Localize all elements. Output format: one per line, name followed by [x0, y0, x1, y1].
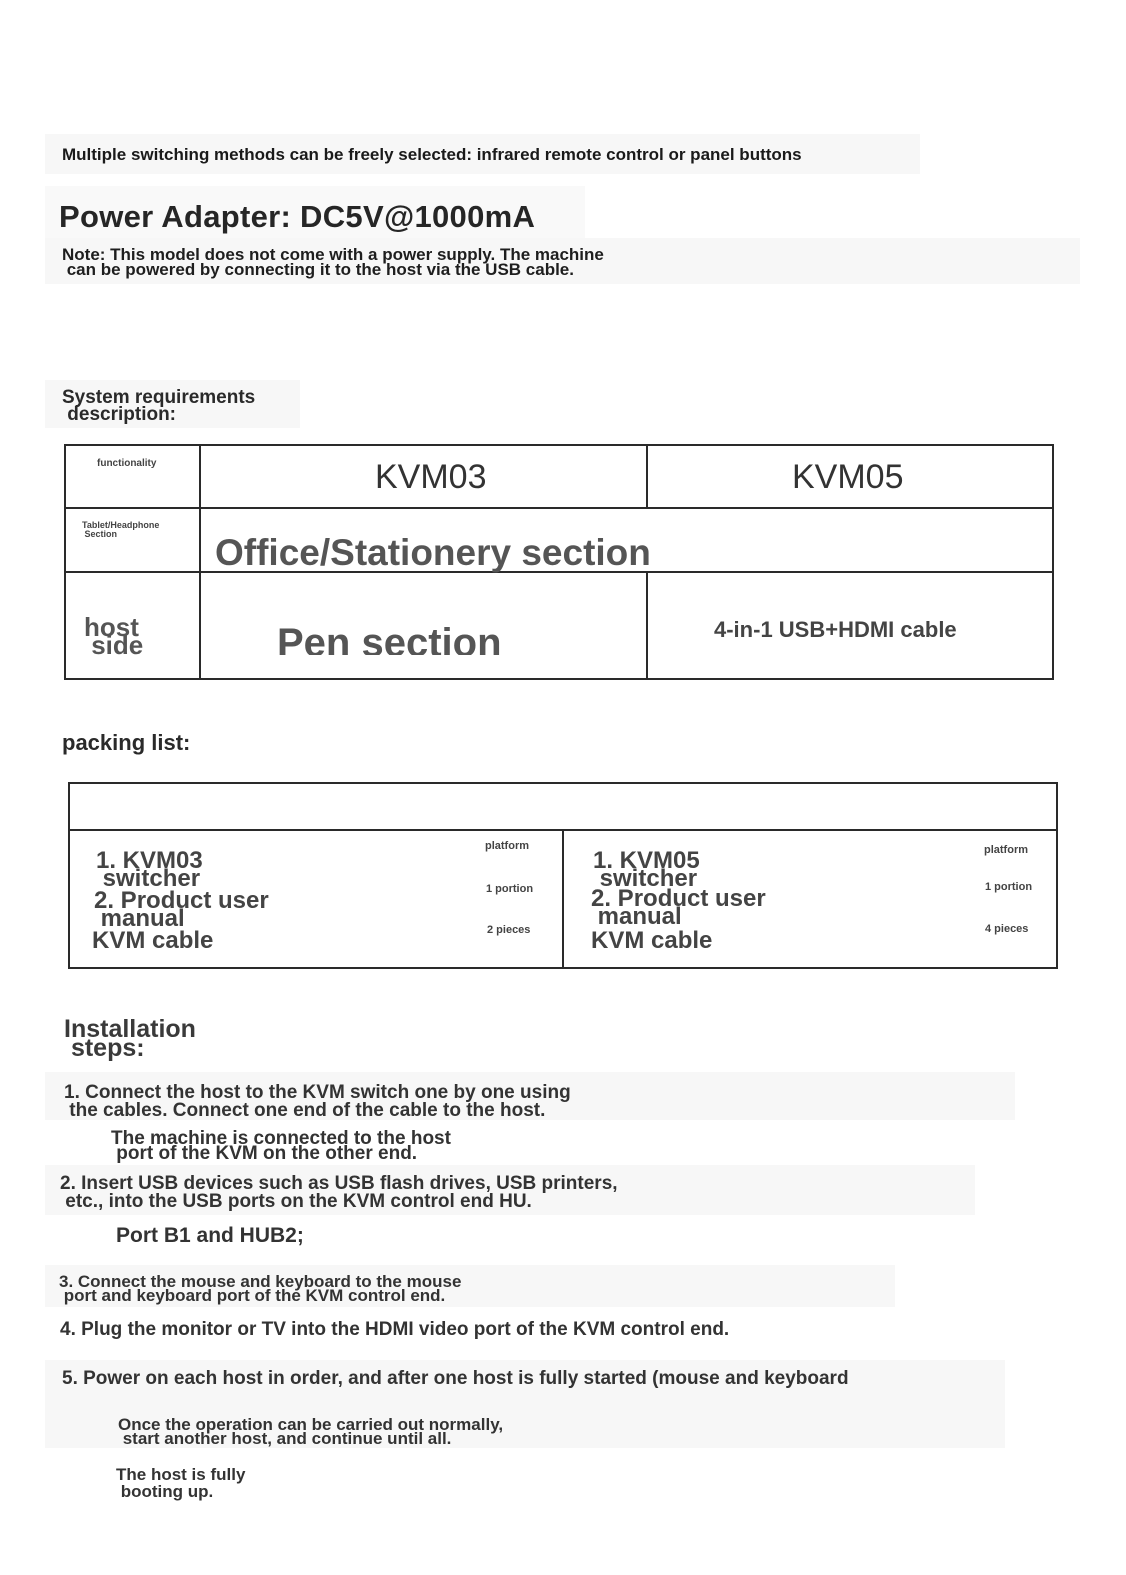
- packing-item-manual: 2. Product user manual: [591, 885, 766, 930]
- packing-item-kvm05-switcher: 1. KVM05 switcher: [593, 847, 700, 892]
- installation-step-5: 5. Power on each host in order, and after one host is fully started (mouse and keyboard: [62, 1368, 849, 1389]
- installation-step-4: 4. Plug the monitor or TV into the HDMI video port of the KVM control end.: [60, 1319, 730, 1340]
- system-requirements-heading: System requirements description:: [62, 387, 256, 425]
- packing-qty: 1 portion: [985, 881, 1033, 893]
- installation-step-3: 3. Connect the mouse and keyboard to the mouse port and keyboard port of the KVM control end.: [59, 1272, 462, 1305]
- switching-methods-text: Multiple switching methods can be freely selected: infrared remote control or panel buttons: [62, 145, 802, 164]
- installation-step-2-continued: Port B1 and HUB2;: [116, 1224, 304, 1247]
- cell-kvm05-header: KVM05: [792, 458, 904, 496]
- packing-item-kvm-cable: KVM cable: [92, 927, 214, 954]
- cell-host-side: host side: [84, 612, 144, 660]
- cell-functionality: functionality: [97, 458, 157, 469]
- packing-item-manual: 2. Product user manual: [94, 887, 269, 932]
- packing-list-heading: packing list:: [62, 730, 191, 755]
- cell-office-section: Office/Stationery section: [215, 532, 651, 573]
- packing-qty: 1 portion: [486, 883, 534, 895]
- installation-step-5-continued: Once the operation can be carried out normally, start another host, and continue until all.: [118, 1415, 504, 1448]
- cell-kvm03-header: KVM03: [375, 458, 487, 496]
- packing-qty: 4 pieces: [985, 923, 1029, 935]
- packing-platform-label: platform: [984, 844, 1028, 856]
- packing-item-kvm-cable: KVM cable: [591, 927, 713, 954]
- installation-step-1: 1. Connect the host to the KVM switch one by one using the cables. Connect one end of the cable to the host.: [64, 1082, 571, 1121]
- power-adapter-title: Power Adapter: DC5V@1000mA: [59, 199, 536, 234]
- installation-step-5-end: The host is fully booting up.: [116, 1465, 246, 1501]
- installation-step-2: 2. Insert USB devices such as USB flash drives, USB printers, etc., into the USB ports on the KVM control end HU.: [60, 1173, 618, 1212]
- cell-tablet-headphone: Tablet/Headphone Section: [82, 520, 160, 539]
- cell-pen-section: Pen section: [277, 621, 502, 655]
- packing-qty: 2 pieces: [487, 924, 531, 936]
- installation-step-1-continued: The machine is connected to the host port of the KVM on the other end.: [111, 1128, 451, 1164]
- installation-heading: Installation steps:: [64, 1015, 196, 1062]
- power-note: Note: This model does not come with a power supply. The machine can be powered by connecting it to the host via the USB cable.: [62, 245, 604, 279]
- cell-kvm05-host-side: 4-in-1 USB+HDMI cable: [714, 617, 957, 642]
- packing-platform-label: platform: [485, 840, 529, 852]
- packing-item-kvm03-switcher: 1. KVM03 switcher: [96, 847, 203, 892]
